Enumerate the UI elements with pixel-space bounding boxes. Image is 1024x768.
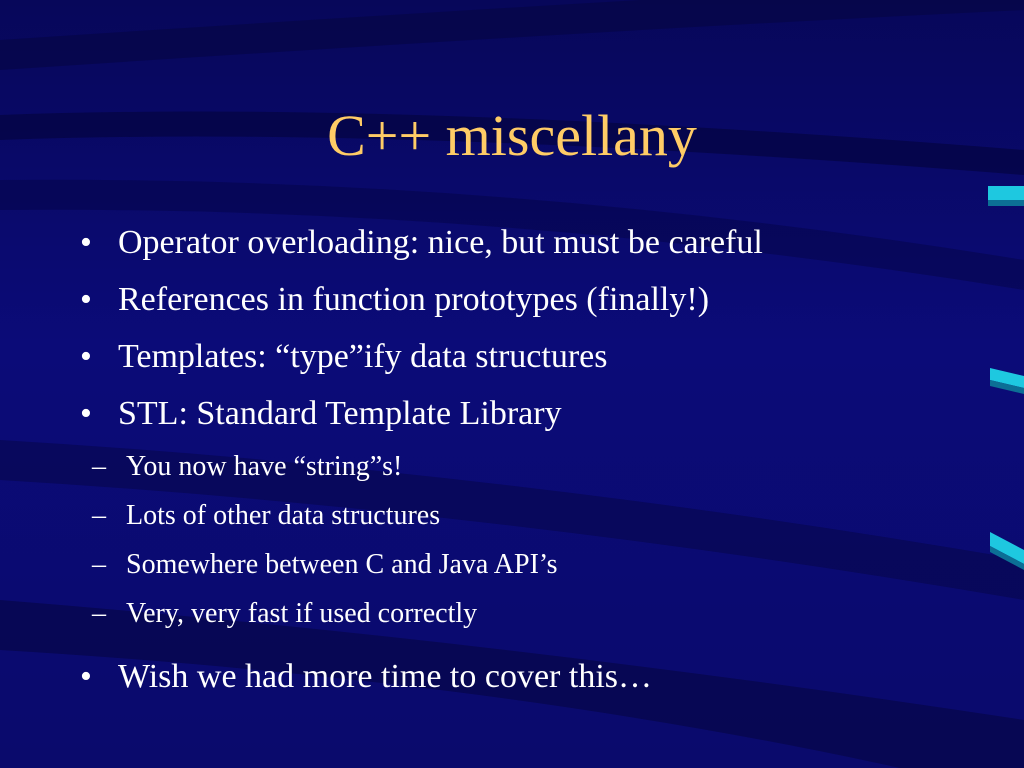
sub-bullet-group	[80, 442, 980, 638]
bullet-text: Wish we had more time to cover this…	[118, 658, 653, 695]
sub-bullet-text: Somewhere between C and Java API’s	[126, 549, 558, 580]
bullet-text: STL: Standard Template Library	[118, 395, 562, 432]
accent-bar-shadow	[988, 200, 1024, 206]
slide-title: C++ miscellany	[327, 103, 697, 168]
sub-bullet-marker: –	[92, 500, 106, 531]
sub-bullet-item	[92, 491, 980, 540]
bullet-marker: •	[80, 658, 92, 695]
bullet-marker: •	[80, 338, 92, 375]
bullet-text: Templates: “type”ify data structures	[118, 338, 608, 375]
bullet-marker: •	[80, 281, 92, 318]
sub-bullet-item	[92, 589, 980, 638]
bullet-text: Operator overloading: nice, but must be careful	[118, 224, 763, 261]
bullet-list	[80, 214, 980, 705]
sub-bullet-marker: –	[92, 451, 106, 482]
sub-bullet-item	[92, 540, 980, 589]
bullet-item	[80, 385, 980, 442]
bullet-item	[80, 328, 980, 385]
sub-bullet-item	[92, 442, 980, 491]
bullet-text: References in function prototypes (finally!)	[118, 281, 710, 318]
sub-bullet-text: Very, very fast if used correctly	[126, 598, 478, 629]
bullet-item	[80, 271, 980, 328]
bullet-item	[80, 214, 980, 271]
sub-bullet-marker: –	[92, 598, 106, 629]
accent-bar	[988, 186, 1024, 200]
sub-bullet-text: Lots of other data structures	[126, 500, 441, 531]
sub-bullet-marker: –	[92, 549, 106, 580]
dark-band	[0, 0, 1024, 70]
sub-bullet-text: You now have “string”s!	[126, 451, 403, 482]
bullet-item	[80, 648, 980, 705]
bullet-marker: •	[80, 224, 92, 261]
sub-bullet-list	[92, 442, 980, 638]
bullet-marker: •	[80, 395, 92, 432]
